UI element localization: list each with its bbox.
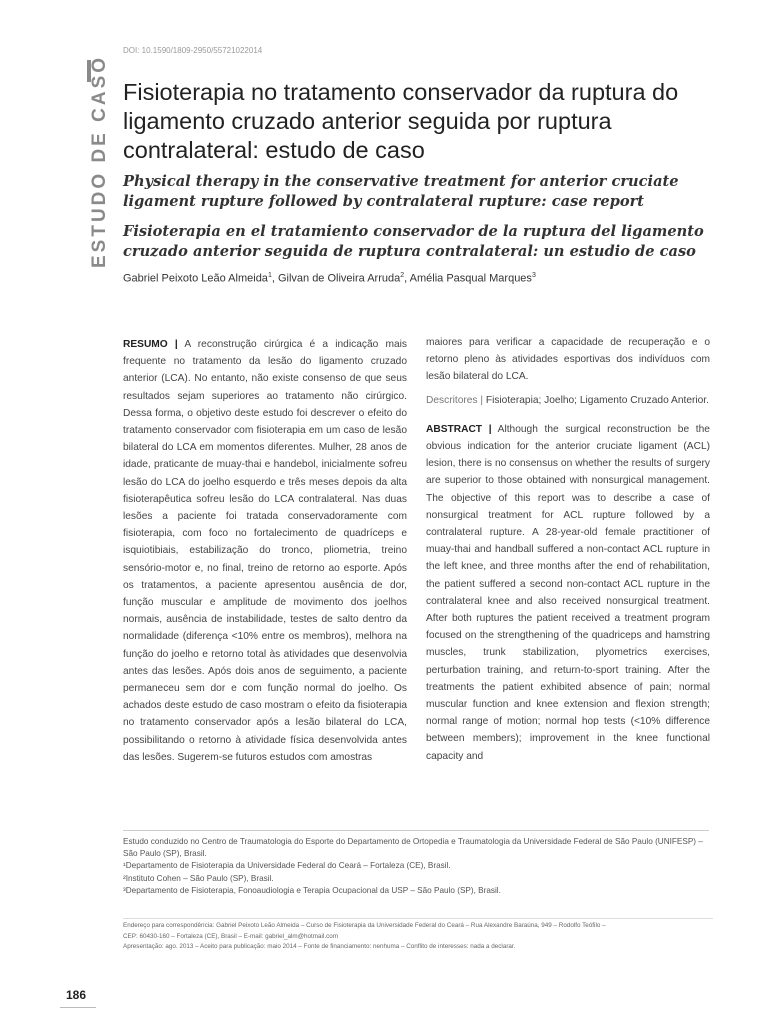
abstract-text: Although the surgical reconstruction be the obvious indication for the anterior cruciate ligament (ACL) lesion, there is no consensus on whether the results of surgery are superior to those obtained with nonsurgical management. The objective of this report was to describe a case of nonsurgical treatment for ACL rupture followed by a contralateral rupture. A 28-year-old female practitioner of muay-thai and handball suffered a non-contact ACL rupture in the left knee, and three months after the end of rehabilitation, the patient suffered a second non-contact ACL rupture in the contralateral knee and also received nonsurgical treatment. After both ruptures the patient received a treatment program focused on the strengthening of the quadriceps and hamstring muscles, trunk stabilization, plyometrics exercises, perturbation training, and return-to-sport training. After the treatments the patient exhibited absence of pain; normal muscular function and knee extension and flexion strength; normal range of motion; normal hop tests (<10% difference between members); improvement in the knee functional capacity and	[426, 423, 710, 762]
author-name: , Amélia Pasqual Marques	[404, 272, 532, 285]
affiliation-2: ²Instituto Cohen – São Paulo (SP), Brasil.	[123, 873, 274, 883]
descritores-heading: Descritores |	[426, 394, 483, 406]
submission-info: Apresentação: ago. 2013 – Aceito para publicação: maio 2014 – Fonte de financiamento: nenhuma – Conflito de interesses: nada a declarar.	[123, 943, 516, 950]
affiliations	[123, 836, 713, 897]
study-note: Estudo conduzido no Centro de Traumatologia do Esporte do Departamento de Ortopedia e Traumatologia da Universidade Federal de São Paulo (UNIFESP) – São Paulo (SP), Brasil.	[123, 837, 703, 859]
title-english: Physical therapy in the conservative treatment for anterior cruciate ligament rupture followed by contralateral rupture: case report	[123, 173, 679, 210]
resumo-continuation: maiores para verificar a capacidade de recuperação e o retorno pleno às atividades esportivas dos indivíduos com lesão bilateral do LCA.	[426, 337, 710, 383]
author-affil-mark: 3	[531, 272, 536, 279]
title-portuguese: Fisioterapia no tratamento conservador da ruptura do ligamento cruzado anterior seguida por ruptura contralateral: estudo de caso	[123, 79, 679, 163]
author-list	[123, 272, 536, 285]
resumo-heading: RESUMO |	[123, 339, 178, 350]
page-number-rule	[60, 1007, 96, 1008]
correspondence-divider	[123, 918, 713, 919]
correspondence-line: Endereço para correspondência: Gabriel Peixoto Leão Almeida – Curso de Fisioterapia da Universidade Federal do Ceará – Rua Alexandre Baraúna, 949 – Rodolfo Teófilo –	[123, 922, 606, 929]
doi[interactable]: DOI: 10.1590/1809-2950/55721022014	[123, 46, 263, 55]
title-spanish: Fisioterapia en el tratamiento conservador de la ruptura del ligamento cruzado anterior seguida de ruptura contralateral: un estudio de caso	[123, 223, 704, 260]
resumo-paragraph	[123, 336, 407, 766]
author-name: , Gilvan de Oliveira Arruda	[271, 272, 401, 285]
abstract-heading: ABSTRACT |	[426, 423, 492, 435]
abstract-paragraph	[426, 421, 710, 765]
correspondence-line: CEP: 60430-160 – Fortaleza (CE), Brasil – E-mail: gabriel_alm@hotmail.com	[123, 932, 338, 940]
correspondence	[123, 918, 713, 953]
page-number: 186	[66, 988, 87, 1002]
footnote-divider	[123, 830, 709, 831]
descritores-text: Fisioterapia; Joelho; Ligamento Cruzado Anterior.	[485, 394, 709, 406]
author-affil-mark: 1	[267, 272, 272, 279]
descritores-paragraph	[426, 392, 710, 409]
affiliation-1: ¹Departamento de Fisioterapia da Universidade Federal do Ceará – Fortaleza (CE), Brasil.	[123, 861, 451, 871]
resumo-text: A reconstrução cirúrgica é a indicação mais frequente no tratamento da lesão do ligamento cruzado anterior (LCA). No entanto, não existe consenso de que seus resultados sejam superiores ao tratamento não cirúrgico. Dessa forma, o objetivo deste estudo foi descrever o efeito do tratamento conservador com fisioterapia em um caso de lesão bilateral do LCA em momentos diferentes. Mulher, 28 anos de idade, praticante de muay-thai e handebol, inicialmente sofreu lesão do LCA do joelho esquerdo e três meses depois da alta fisioterapêutica sofreu lesão do LCA contralateral. Nas duas lesões a paciente foi tratada conservadoramente com fisioterapia, com foco no fortalecimento de quadríceps e isquiotibiais, estabilização do tronco, pliometria, treino sensório-motor e, no final, treino de retorno ao esporte. Após os tratamentos, a paciente apresentou ausência de dor, função muscular e amplitude de movimento dos joelhos normais, ausência de instabilidade, testes de salto dentro da normalidade (diferença <10% entre os membros), melhora na função do joelho e retorno total às atividades que desenvolvia antes das lesões. Após dois anos de seguimento, a paciente permaneceu sem dor e com função normal do joelho. Os achados deste estudo de caso mostram o efeito da fisioterapia no tratamento conservador após a lesão bilateral do LCA, possibilitando o retorno à atividade física desenvolvida antes das lesões. Sugerem-se futuros estudos com amostras	[123, 339, 407, 763]
left-column	[123, 336, 407, 772]
author-name: Gabriel Peixoto Leão Almeida	[123, 272, 268, 285]
affiliation-3: ³Departamento de Fisioterapia, Fonoaudiologia e Terapia Ocupacional da USP – São Paulo (SP), Brasil.	[123, 885, 501, 895]
right-column	[426, 334, 710, 771]
section-label: ESTUDO DE CASO	[89, 54, 110, 268]
author-affil-mark: 2	[400, 272, 405, 279]
